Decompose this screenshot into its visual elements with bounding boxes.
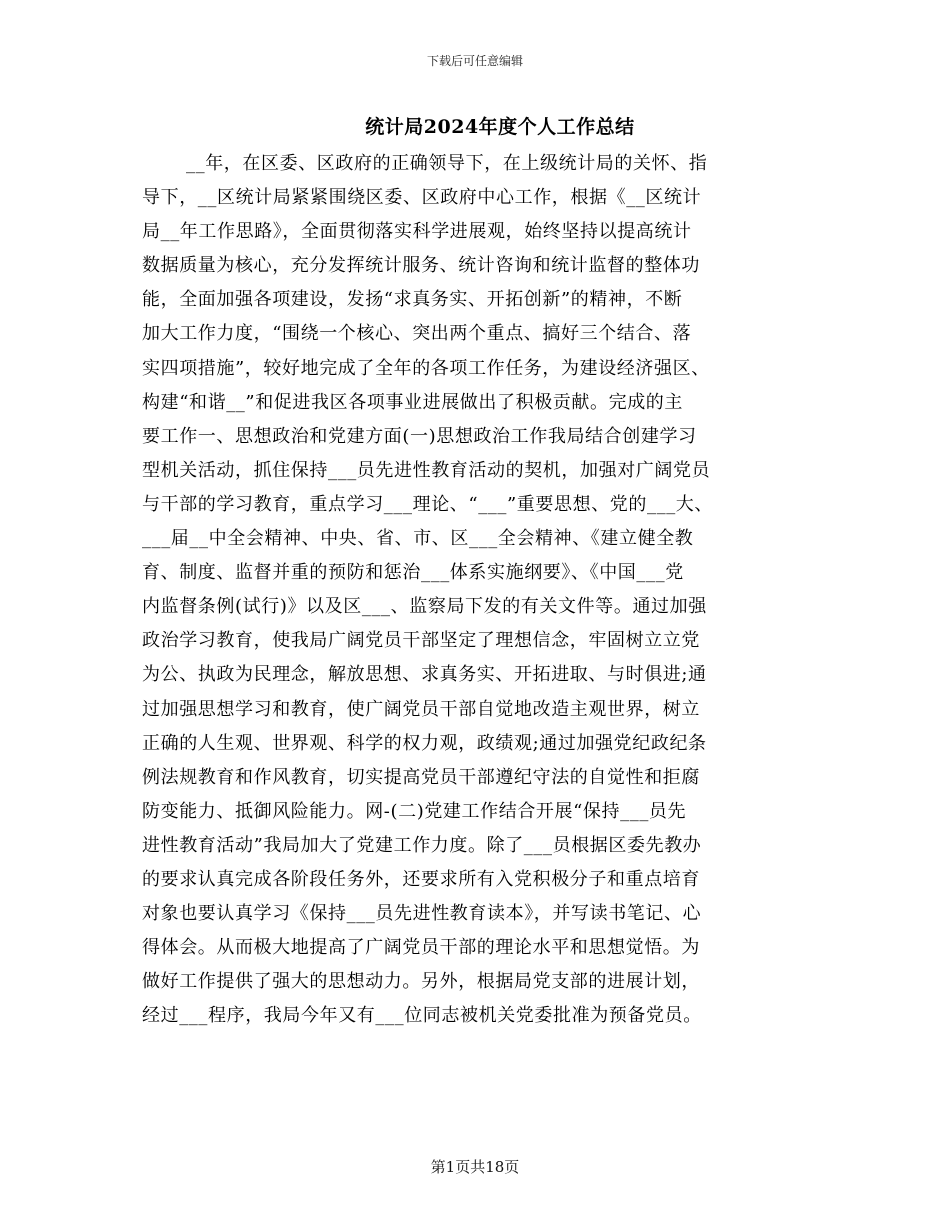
body-line: 得体会。从而极大地提高了广阔党员干部的理论水平和思想觉悟。为: [142, 937, 700, 959]
body-line: 政治学习教育，使我局广阔党员干部坚定了理想信念，牢固树立立党: [142, 630, 700, 652]
body-line: ___届__中全会精神、中央、省、市、区___全会精神、《建立健全教: [142, 528, 694, 550]
body-line: 与干部的学习教育，重点学习___理论、“___”重要思想、党的___大、: [142, 493, 714, 515]
body-line: 的要求认真完成各阶段任务外，还要求所有入党积极分子和重点培育: [142, 868, 700, 890]
page-header-note: 下载后可任意编辑: [426, 54, 523, 68]
page-number-footer: 第1页共18页: [430, 1158, 520, 1176]
body-line: 导下，__区统计局紧紧围绕区委、区政府中心工作，根据《__区统计: [142, 187, 702, 209]
body-line: 型机关活动，抓住保持___员先进性教育活动的契机，加强对广阔党员: [142, 459, 711, 481]
body-line: 为公、执政为民理念，解放思想、求真务实、开拓进取、与时俱进;通: [142, 664, 707, 686]
body-line: 能，全面加强各项建设，发扬“求真务实、开拓创新”的精神，不断: [142, 289, 683, 311]
body-line: 育、制度、监督并重的预防和惩治___体系实施纲要》、《中国___党: [142, 562, 684, 584]
body-line: 加大工作力度，“围绕一个核心、突出两个重点、搞好三个结合、落: [142, 323, 692, 345]
body-line: 正确的人生观、世界观、科学的权力观，政绩观;通过加强党纪政纪条: [142, 732, 707, 754]
body-line: 进性教育活动”我局加大了党建工作力度。除了___员根据区委先教办: [142, 834, 702, 856]
body-line: 过加强思想学习和教育，使广阔党员干部自觉地改造主观世界，树立: [142, 698, 700, 720]
body-line: 数据质量为核心，充分发挥统计服务、统计咨询和统计监督的整体功: [142, 255, 700, 277]
body-line: 要工作一、思想政治和党建方面(一)思想政治工作我局结合创建学习: [142, 425, 697, 447]
body-line: 实四项措施”，较好地完成了全年的各项工作任务，为建设经济强区、: [142, 357, 710, 379]
body-line: __年，在区委、区政府的正确领导下，在上级统计局的关怀、指: [186, 153, 708, 174]
body-line: 内监督条例(试行)》以及区___、监察局下发的有关文件等。通过加强: [142, 596, 707, 618]
document-title: 统计局2024年度个人工作总结: [365, 116, 635, 138]
body-line: 局__年工作思路》，全面贯彻落实科学进展观，始终坚持以提高统计: [142, 221, 692, 243]
body-line: 构建“和谐__”和促进我区各项事业进展做出了积极贡献。完成的主: [142, 391, 684, 413]
body-line: 防变能力、抵御风险能力。网-(二)党建工作结合开展“保持___员先: [142, 800, 687, 822]
body-line: 例法规教育和作风教育，切实提高党员干部遵纪守法的自觉性和拒腐: [142, 766, 700, 788]
body-line: 经过___程序，我局今年又有___位同志被机关党委批准为预备党员。: [142, 1005, 702, 1027]
document-body: [142, 147, 842, 1033]
body-line: 对象也要认真学习《保持___员先进性教育读本》，并写读书笔记、心: [142, 903, 702, 925]
body-line: 做好工作提供了强大的思想动力。另外，根据局党支部的进展计划，: [142, 971, 700, 993]
